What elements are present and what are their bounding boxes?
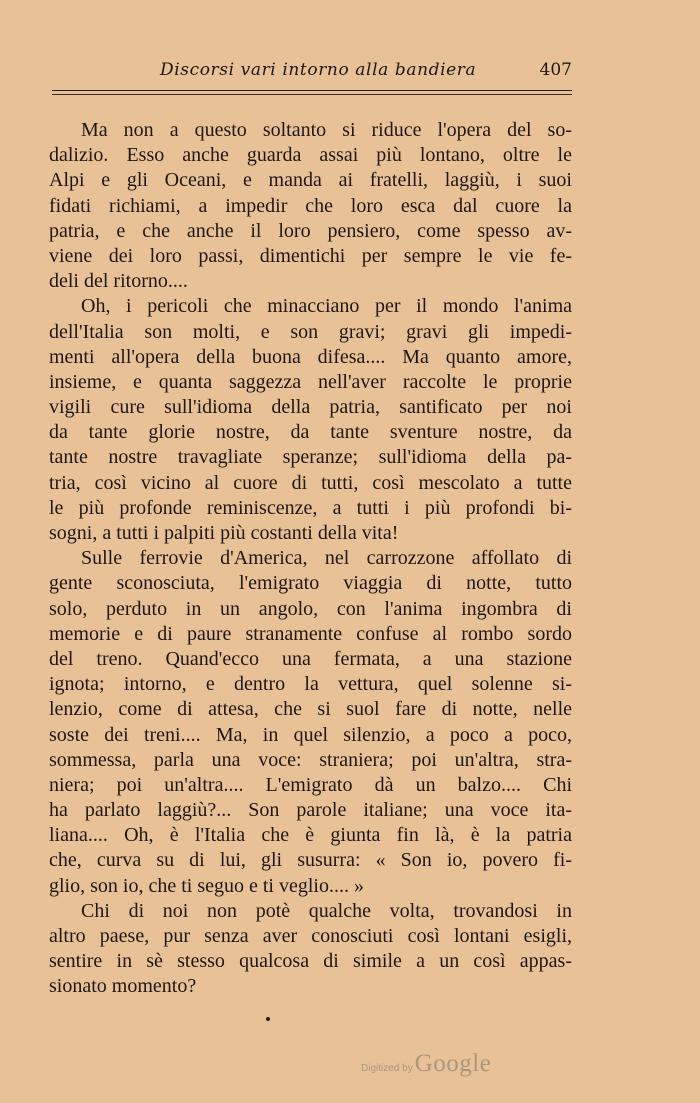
text-line: liana.... Oh, è l'Italia che è giunta fin là, è la patria bbox=[49, 824, 572, 847]
text-line: tria, così vicino al cuore di tutti, così mescolato a tutte bbox=[49, 471, 572, 494]
text-line: sionato momento? bbox=[49, 975, 197, 998]
text-line: soste dei treni.... Ma, in quel silenzio, a poco a poco, bbox=[49, 723, 572, 746]
page-header bbox=[52, 60, 572, 88]
watermark-digitized-text: Digitized by bbox=[361, 1063, 413, 1074]
text-line: memorie e di paure stranamente confuse al rombo sordo bbox=[49, 622, 572, 645]
text-line: che, curva su di lui, gli susurra: « Son io, povero fi- bbox=[49, 849, 572, 872]
text-line: solo, perduto in un angolo, con l'anima ingombra di bbox=[49, 597, 572, 620]
text-line: altro paese, pur senza aver conosciuti così lontani esigli, bbox=[49, 925, 572, 947]
text-line: ignota; intorno, e dentro la vettura, quel solenne si- bbox=[49, 673, 572, 696]
header-rule-thin bbox=[52, 94, 572, 95]
text-line: da tante glorie nostre, da tante sventure nostre, da bbox=[49, 421, 572, 444]
text-line: ha parlato laggiù?... Son parole italiane; una voce ita- bbox=[49, 799, 572, 822]
running-title: Discorsi vari intorno alla bandiera bbox=[160, 60, 477, 80]
text-line: Chi di noi non potè qualche volta, trovandosi in bbox=[81, 899, 572, 922]
text-line: vigili cure sull'idioma della patria, santificato per noi bbox=[49, 396, 572, 419]
text-line: glio, son io, che ti seguo e ti veglio.... » bbox=[49, 874, 364, 897]
page-number: 407 bbox=[539, 60, 572, 80]
google-logo: Google bbox=[414, 1050, 492, 1077]
text-line: fidati richiami, a impedir che loro esca dal cuore la bbox=[49, 194, 572, 217]
text-line: lenzio, come di attesa, che si suol fare di notte, nelle bbox=[49, 698, 572, 721]
text-line: viene dei loro passi, dimentichi per sempre le vie fe- bbox=[49, 244, 572, 267]
text-line: Oh, i pericoli che minacciano per il mondo l'anima bbox=[81, 295, 572, 318]
ink-dot bbox=[266, 1017, 270, 1021]
text-line: insieme, e quanta saggezza nell'aver raccolte le proprie bbox=[49, 370, 572, 393]
text-line: dell'Italia son molti, e son gravi; gravi gli impedi- bbox=[49, 320, 572, 343]
text-line: le più profonde reminiscenze, a tutti i più profondi bi- bbox=[49, 496, 572, 519]
text-line: Sulle ferrovie d'America, nel carrozzone affollato di bbox=[81, 547, 572, 570]
text-line: sentire in sè stesso qualcosa di simile a un così appas- bbox=[49, 950, 572, 973]
text-line: deli del ritorno.... bbox=[49, 270, 188, 293]
text-line: dalizio. Esso anche guarda assai più lontano, oltre le bbox=[49, 144, 572, 167]
text-line: Alpi e gli Oceani, e manda ai fratelli, laggiù, i suoi bbox=[49, 169, 572, 192]
text-line: niera; poi un'altra.... L'emigrato dà un balzo.... Chi bbox=[49, 773, 572, 796]
text-line: patria, e che anche il loro pensiero, come spesso av- bbox=[49, 219, 572, 242]
text-line: gente sconosciuta, l'emigrato viaggia di notte, tutto bbox=[49, 572, 572, 595]
header-rule bbox=[52, 90, 572, 91]
body-text bbox=[49, 118, 572, 1000]
text-line: sommessa, parla una voce: straniera; poi un'altra, stra- bbox=[49, 748, 572, 771]
text-line: Ma non a questo soltanto si riduce l'opera del so- bbox=[81, 119, 572, 141]
text-line: del treno. Quand'ecco una fermata, a una stazione bbox=[49, 647, 572, 670]
text-line: sogni, a tutti i palpiti più costanti della vita! bbox=[49, 522, 399, 544]
digitized-by-google-watermark bbox=[361, 1050, 491, 1084]
text-line: tante nostre travagliate speranze; sull'idioma della pa- bbox=[49, 446, 572, 469]
text-line: menti all'opera della buona difesa.... Ma quanto amore, bbox=[49, 345, 572, 368]
